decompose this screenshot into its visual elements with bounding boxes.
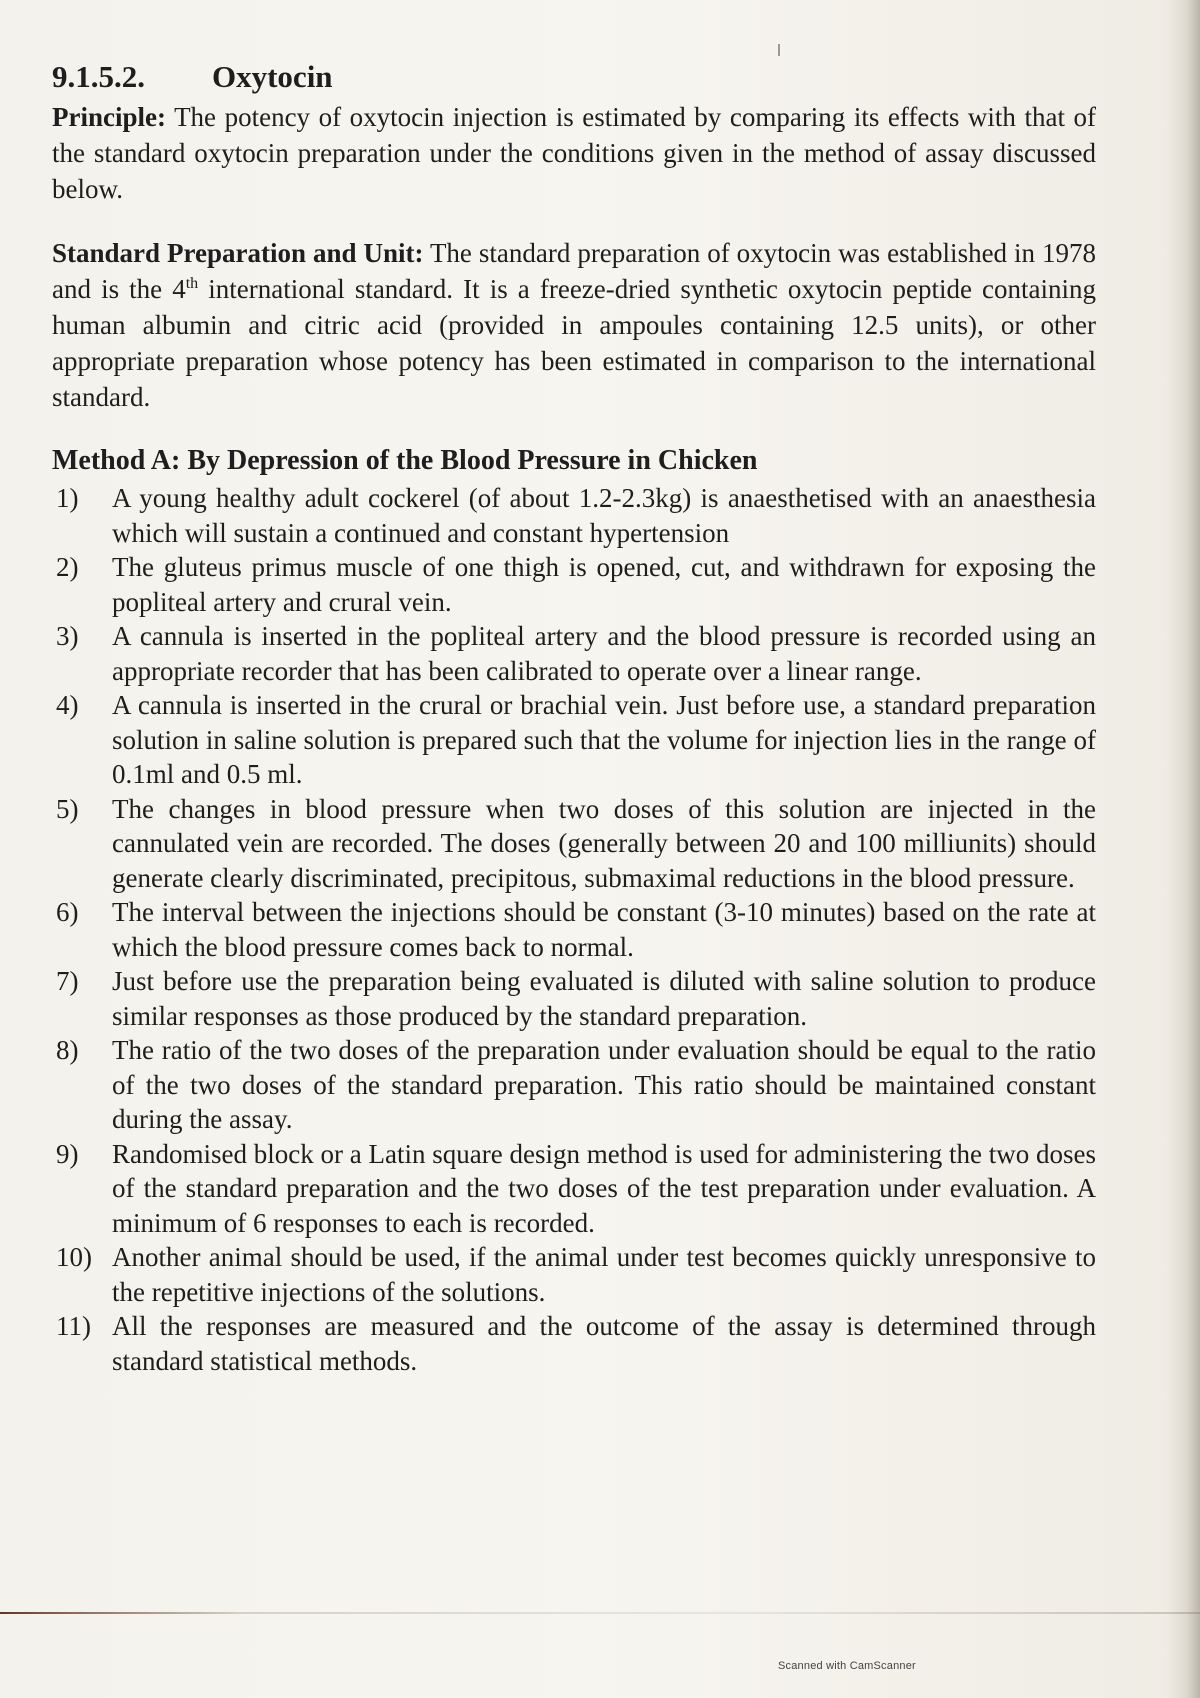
step-number: 2) xyxy=(56,552,79,583)
step-item xyxy=(52,895,1096,964)
principle-text: The potency of oxytocin injection is estimated by comparing its effects with that of the standard oxytocin preparation under the conditions given in the method of assay discussed below. xyxy=(52,102,1097,205)
step-number: 1) xyxy=(56,483,79,514)
step-text: Randomised block or a Latin square design method is used for administering the two doses of the standard preparation and the two doses of the test preparation under evaluation. A minimum of 6 responses to each is recorded. xyxy=(112,1138,1096,1238)
document-content xyxy=(52,58,1096,1378)
page-bottom-edge xyxy=(0,1612,1200,1614)
standard-text-start: The standard preparation of oxytocin was established in 1978 and is the 4 xyxy=(52,238,1096,305)
method-a-steps xyxy=(52,481,1096,1378)
step-text: The ratio of the two doses of the preparation under evaluation should be equal to the ratio of the two doses of the standard preparation. This ratio should be maintained constant during the assay. xyxy=(112,1035,1096,1135)
standard-label: Standard Preparation and Unit: xyxy=(52,238,424,269)
step-item xyxy=(52,481,1096,550)
method-a-title: Method A: By Depression of the Blood Pressure in Chicken xyxy=(52,445,758,477)
step-item xyxy=(52,550,1096,619)
step-text: A cannula is inserted in the popliteal artery and the blood pressure is recorded using an appropriate recorder that has been calibrated to operate over a linear range. xyxy=(112,621,1096,686)
step-item xyxy=(52,1309,1096,1378)
scan-speck xyxy=(778,44,780,56)
step-number: 3) xyxy=(56,621,79,652)
step-number: 9) xyxy=(56,1138,79,1169)
step-number: 11) xyxy=(56,1311,91,1342)
step-number: 6) xyxy=(56,897,79,928)
step-number: 4) xyxy=(56,690,79,721)
step-text: A cannula is inserted in the crural or brachial vein. Just before use, a standard preparation solution in saline solution is prepared such that the volume for injection lies in the range of 0.1ml and 0.5 ml. xyxy=(112,690,1096,790)
step-item xyxy=(52,1033,1096,1137)
step-item xyxy=(52,688,1096,792)
step-text: The interval between the injections should be constant (3-10 minutes) based on the rate at which the blood pressure comes back to normal. xyxy=(112,897,1096,962)
step-number: 10) xyxy=(56,1242,92,1273)
standard-superscript: th xyxy=(185,275,199,293)
step-text: Another animal should be used, if the animal under test becomes quickly unresponsive to the repetitive injections of the solutions. xyxy=(112,1242,1096,1307)
step-text: The gluteus primus muscle of one thigh is opened, cut, and withdrawn for exposing the popliteal artery and crural vein. xyxy=(112,552,1096,617)
step-number: 5) xyxy=(56,793,79,824)
principle-paragraph xyxy=(52,99,1096,207)
step-item xyxy=(52,792,1096,896)
step-item xyxy=(52,1240,1096,1309)
step-text: The changes in blood pressure when two doses of this solution are injected in the cannulated vein are recorded. The doses (generally between 20 and 100 milliunits) should generate clearly discriminated, precipitous, submaximal reductions in the blood pressure. xyxy=(112,793,1096,893)
section-title: Oxytocin xyxy=(212,59,333,94)
step-text: All the responses are measured and the outcome of the assay is determined through standard statistical methods. xyxy=(112,1311,1096,1376)
step-text: A young healthy adult cockerel (of about 1.2-2.3kg) is anaesthetised with an anaesthesia which will sustain a continued and constant hypertension xyxy=(112,483,1096,548)
scanner-watermark: Scanned with CamScanner xyxy=(778,1660,916,1672)
step-text: Just before use the preparation being evaluated is diluted with saline solution to produce similar responses as those produced by the standard preparation. xyxy=(112,966,1096,1031)
page-edge-shadow xyxy=(1166,0,1200,1698)
standard-paragraph xyxy=(52,235,1096,415)
standard-text-end: international standard. It is a freeze-dried synthetic oxytocin peptide containing human albumin and citric acid (provided in ampoules containing 12.5 units), or other appropriate preparation whose potency has been estimated in comparison to the international standard. xyxy=(52,274,1096,413)
principle-label: Principle: xyxy=(52,102,166,133)
section-number: 9.1.5.2. xyxy=(52,59,145,94)
step-item xyxy=(52,619,1096,688)
section-heading xyxy=(52,58,1096,95)
step-item xyxy=(52,964,1096,1033)
step-number: 7) xyxy=(56,966,79,997)
step-number: 8) xyxy=(56,1035,79,1066)
step-item xyxy=(52,1137,1096,1241)
